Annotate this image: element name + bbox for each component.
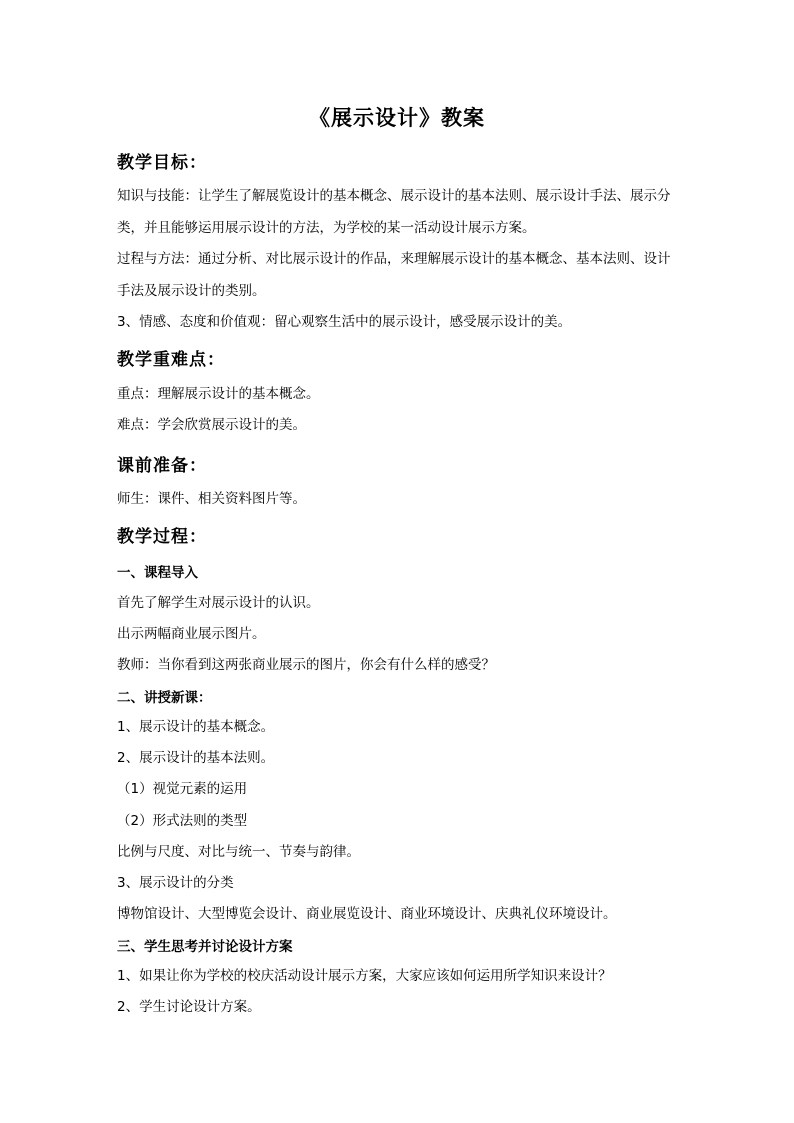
paragraph-process-method: 过程与方法：通过分析、对比展示设计的作品，来理解展示设计的基本概念、基本法则、设计手法及展示设计的类别。	[117, 251, 671, 299]
paragraph-knowledge-skills: 知识与技能：让学生了解展览设计的基本概念、展示设计的基本法则、展示设计手法、展示分类，并且能够运用展示设计的方法，为学校的某一活动设计展示方案。	[117, 188, 671, 236]
section-heading-goals: 教学目标：	[117, 153, 207, 173]
list-item: 3、展示设计的分类	[117, 875, 234, 891]
paragraph-difficult-point: 难点：学会欣赏展示设计的美。	[117, 417, 306, 433]
list-item: 1、展示设计的基本概念。	[117, 719, 275, 735]
list-item: （2）形式法则的类型	[117, 813, 248, 829]
section-heading-process: 教学过程：	[117, 527, 207, 547]
list-item: 首先了解学生对展示设计的认识。	[117, 595, 320, 611]
section-heading-prep: 课前准备：	[117, 456, 207, 476]
subheading-new-lesson: 二、讲授新课：	[117, 690, 212, 706]
list-item: 1、如果让你为学校的校庆活动设计展示方案，大家应该如何运用所学知识来设计？	[117, 968, 612, 984]
paragraph-emotion-values: 3、情感、态度和价值观：留心观察生活中的展示设计，感受展示设计的美。	[117, 314, 572, 330]
list-item: （1）视觉元素的运用	[117, 781, 248, 797]
list-item: 比例与尺度、对比与统一、节奏与韵律。	[117, 844, 360, 860]
list-item: 博物馆设计、大型博览会设计、商业展览设计、商业环境设计、庆典礼仪环境设计。	[117, 906, 617, 922]
list-item: 出示两幅商业展示图片。	[117, 626, 266, 642]
list-item: 教师：当你看到这两张商业展示的图片，你会有什么样的感受？	[117, 657, 495, 673]
document-title: 《展示设计》教案	[309, 106, 485, 130]
subheading-intro: 一、课程导入	[117, 565, 198, 581]
list-item: 2、展示设计的基本法则。	[117, 750, 275, 766]
subheading-discussion: 三、学生思考并讨论设计方案	[117, 939, 293, 955]
paragraph-prep-materials: 师生：课件、相关资料图片等。	[117, 491, 306, 507]
section-heading-keypoints: 教学重难点：	[117, 350, 225, 370]
list-item: 2、学生讨论设计方案。	[117, 999, 261, 1015]
paragraph-key-point: 重点：理解展示设计的基本概念。	[117, 386, 320, 402]
